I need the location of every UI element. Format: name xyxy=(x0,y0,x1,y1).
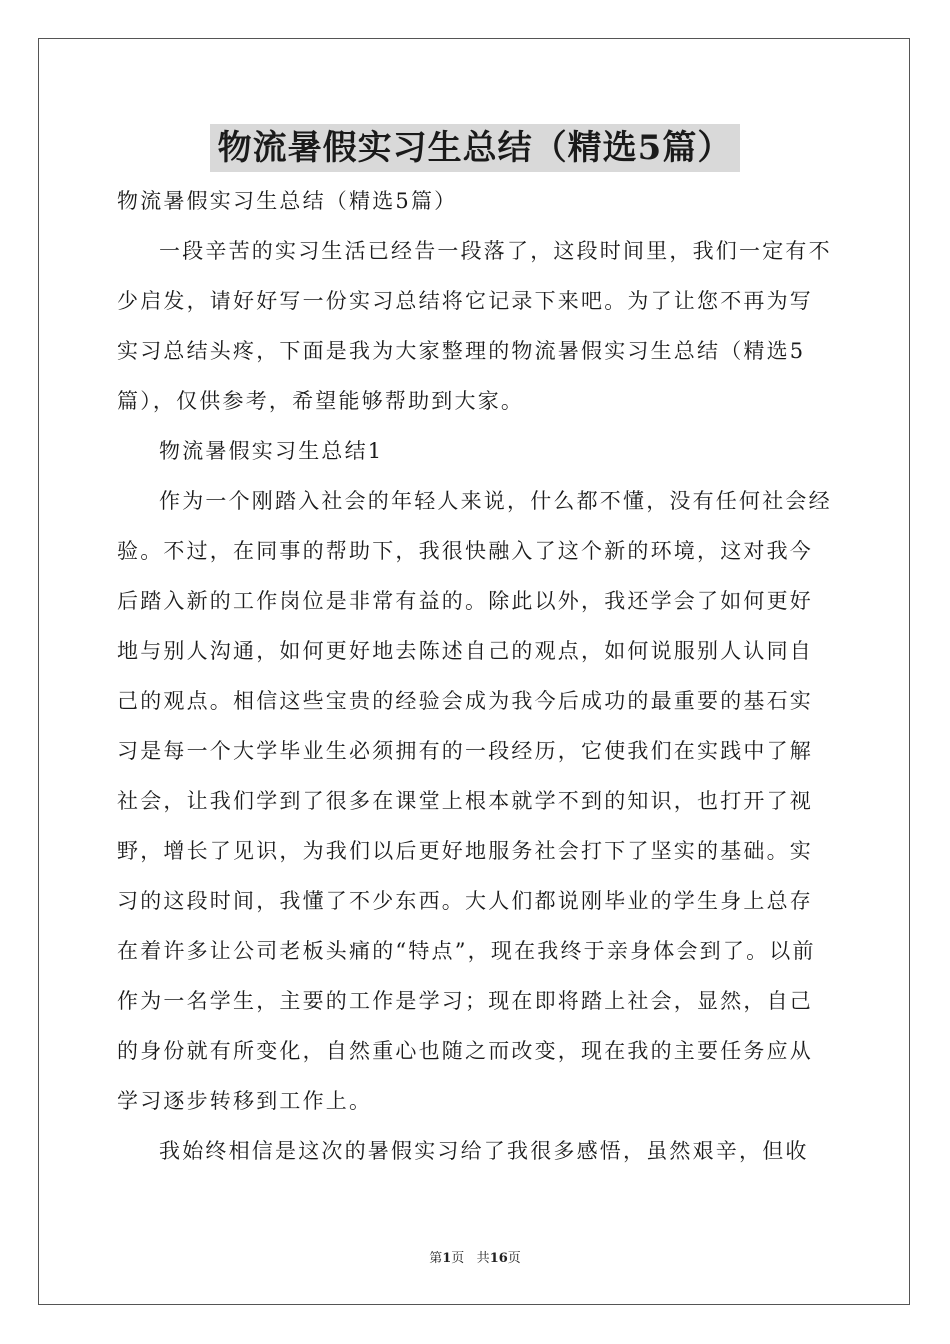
document-title: 物流暑假实习生总结（精选5篇） xyxy=(210,124,741,172)
page-prefix: 第 xyxy=(429,1251,443,1266)
page-suffix: 页 xyxy=(451,1251,465,1266)
subtitle-line: 物流暑假实习生总结（精选5篇） xyxy=(117,189,458,213)
page-number: 1 xyxy=(442,1251,452,1266)
body-paragraph-1: 作为一个刚踏入社会的年轻人来说，什么都不懂，没有任何社会经验。不过，在同事的帮助下，我很快融入了这个新的环境，这对我今后踏入新的工作岗位是非常有益的。除此以外，我还学会了如何更好地与别人沟通，如何更好地去陈述自己的观点，如何说服别人认同自己的观点。相信这些宝贵的经验会成为我今后成功的最重要的基石实习是每一个大学毕业生必须拥有的一段经历，它使我们在实践中了解社会，让我们学到了很多在课堂上根本就学不到的知识，也打开了视野，增长了见识，为我们以后更好地服务社会打下了坚实的基础。实习的这段时间，我懂了不少东西。大人们都说刚毕业的学生身上总存在着许多让公司老板头痛的“特点”，现在我终于亲身体会到了。以前作为一名学生，主要的工作是学习；现在即将踏上社会，显然，自己的身份就有所变化，自然重心也随之而改变，现在我的主要任务应从学习逐步转移到工作上。 xyxy=(117,489,832,1113)
title-container xyxy=(0,124,950,172)
body-paragraph-2: 我始终相信是这次的暑假实习给了我很多感悟，虽然艰辛，但收 xyxy=(159,1139,809,1163)
total-suffix: 页 xyxy=(507,1251,521,1266)
total-pages: 16 xyxy=(489,1251,508,1266)
total-prefix: 共 xyxy=(476,1251,490,1266)
page-footer xyxy=(0,1247,950,1266)
intro-paragraph: 一段辛苦的实习生活已经告一段落了，这段时间里，我们一定有不少启发，请好好写一份实习总结将它记录下来吧。为了让您不再为写实习总结头疼，下面是我为大家整理的物流暑假实习生总结（精选5篇），仅供参考，希望能够帮助到大家。 xyxy=(117,239,832,413)
document-body xyxy=(117,176,833,1176)
section-heading: 物流暑假实习生总结1 xyxy=(159,439,384,463)
